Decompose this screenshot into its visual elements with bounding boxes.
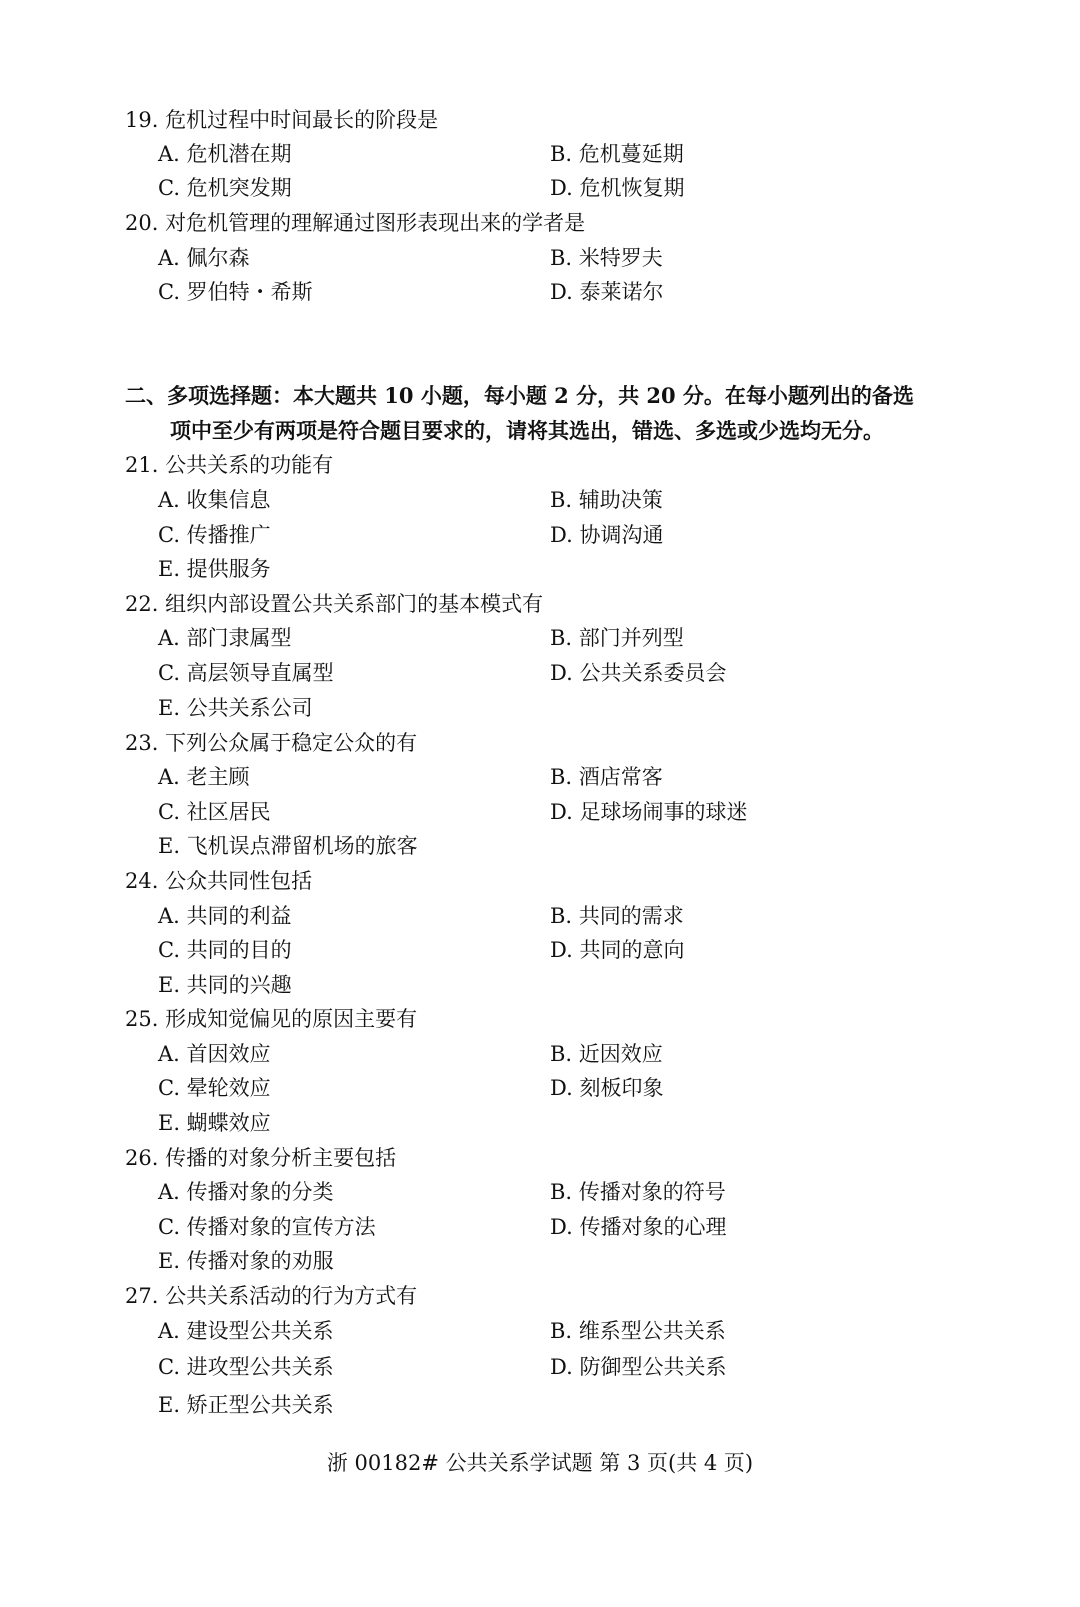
- option-d: D. 共同的意向: [550, 938, 685, 962]
- option-d: D. 防御型公共关系: [550, 1355, 727, 1379]
- option-e: E. 共同的兴趣: [158, 973, 292, 997]
- option-e: E. 提供服务: [158, 557, 271, 581]
- question-stem: 22. 组织内部设置公共关系部门的基本模式有: [125, 592, 544, 616]
- option-d: D. 协调沟通: [550, 523, 664, 547]
- option-c: C. 社区居民: [158, 800, 271, 824]
- question-stem: 20. 对危机管理的理解通过图形表现出来的学者是: [125, 211, 586, 235]
- option-c: C. 危机突发期: [158, 176, 292, 200]
- option-b: B. 危机蔓延期: [550, 142, 684, 166]
- option-b: B. 部门并列型: [550, 626, 684, 650]
- option-b: B. 米特罗夫: [550, 246, 663, 270]
- option-b: B. 酒店常客: [550, 765, 663, 789]
- question-stem: 25. 形成知觉偏见的原因主要有: [125, 1007, 418, 1031]
- option-d: D. 传播对象的心理: [550, 1215, 727, 1239]
- question-stem: 24. 公众共同性包括: [125, 869, 313, 893]
- page-footer: 浙 00182# 公共关系学试题 第 3 页(共 4 页): [326, 1451, 754, 1475]
- question-stem: 19. 危机过程中时间最长的阶段是: [125, 108, 439, 132]
- option-b: B. 维系型公共关系: [550, 1319, 726, 1343]
- option-b: B. 近因效应: [550, 1042, 663, 1066]
- section-heading: 二、多项选择题：本大题共 10 小题，每小题 2 分，共 20 分。在每小题列出的备选: [125, 383, 914, 408]
- option-e: E. 矫正型公共关系: [158, 1393, 334, 1417]
- option-c: C. 进攻型公共关系: [158, 1355, 334, 1379]
- option-c: C. 传播推广: [158, 523, 271, 547]
- option-c: C. 罗伯特・希斯: [158, 280, 313, 304]
- option-a: A. 收集信息: [158, 488, 271, 512]
- question-stem: 26. 传播的对象分析主要包括: [125, 1146, 397, 1170]
- option-d: D. 泰莱诺尔: [550, 280, 664, 304]
- option-b: B. 辅助决策: [550, 488, 663, 512]
- option-a: A. 部门隶属型: [158, 626, 292, 650]
- option-e: E. 传播对象的劝服: [158, 1249, 334, 1273]
- option-a: A. 老主顾: [158, 765, 250, 789]
- option-b: B. 传播对象的符号: [550, 1180, 726, 1204]
- option-a: A. 共同的利益: [158, 904, 292, 928]
- option-b: B. 共同的需求: [550, 904, 684, 928]
- option-a: A. 佩尔森: [158, 246, 250, 270]
- option-e: E. 蝴蝶效应: [158, 1111, 271, 1135]
- option-c: C. 晕轮效应: [158, 1076, 271, 1100]
- option-e: E. 公共关系公司: [158, 696, 313, 720]
- option-d: D. 危机恢复期: [550, 176, 685, 200]
- question-stem: 21. 公共关系的功能有: [125, 453, 334, 477]
- option-a: A. 传播对象的分类: [158, 1180, 334, 1204]
- option-d: D. 刻板印象: [550, 1076, 664, 1100]
- option-c: C. 高层领导直属型: [158, 661, 334, 685]
- section-heading-continued: 项中至少有两项是符合题目要求的，请将其选出，错选、多选或少选均无分。: [170, 418, 884, 443]
- option-a: A. 建设型公共关系: [158, 1319, 334, 1343]
- option-a: A. 首因效应: [158, 1042, 271, 1066]
- option-c: C. 共同的目的: [158, 938, 292, 962]
- question-stem: 27. 公共关系活动的行为方式有: [125, 1284, 418, 1308]
- option-d: D. 公共关系委员会: [550, 661, 727, 685]
- option-e: E. 飞机误点滞留机场的旅客: [158, 834, 418, 858]
- question-stem: 23. 下列公众属于稳定公众的有: [125, 731, 418, 755]
- option-c: C. 传播对象的宣传方法: [158, 1215, 376, 1239]
- option-a: A. 危机潜在期: [158, 142, 292, 166]
- option-d: D. 足球场闹事的球迷: [550, 800, 748, 824]
